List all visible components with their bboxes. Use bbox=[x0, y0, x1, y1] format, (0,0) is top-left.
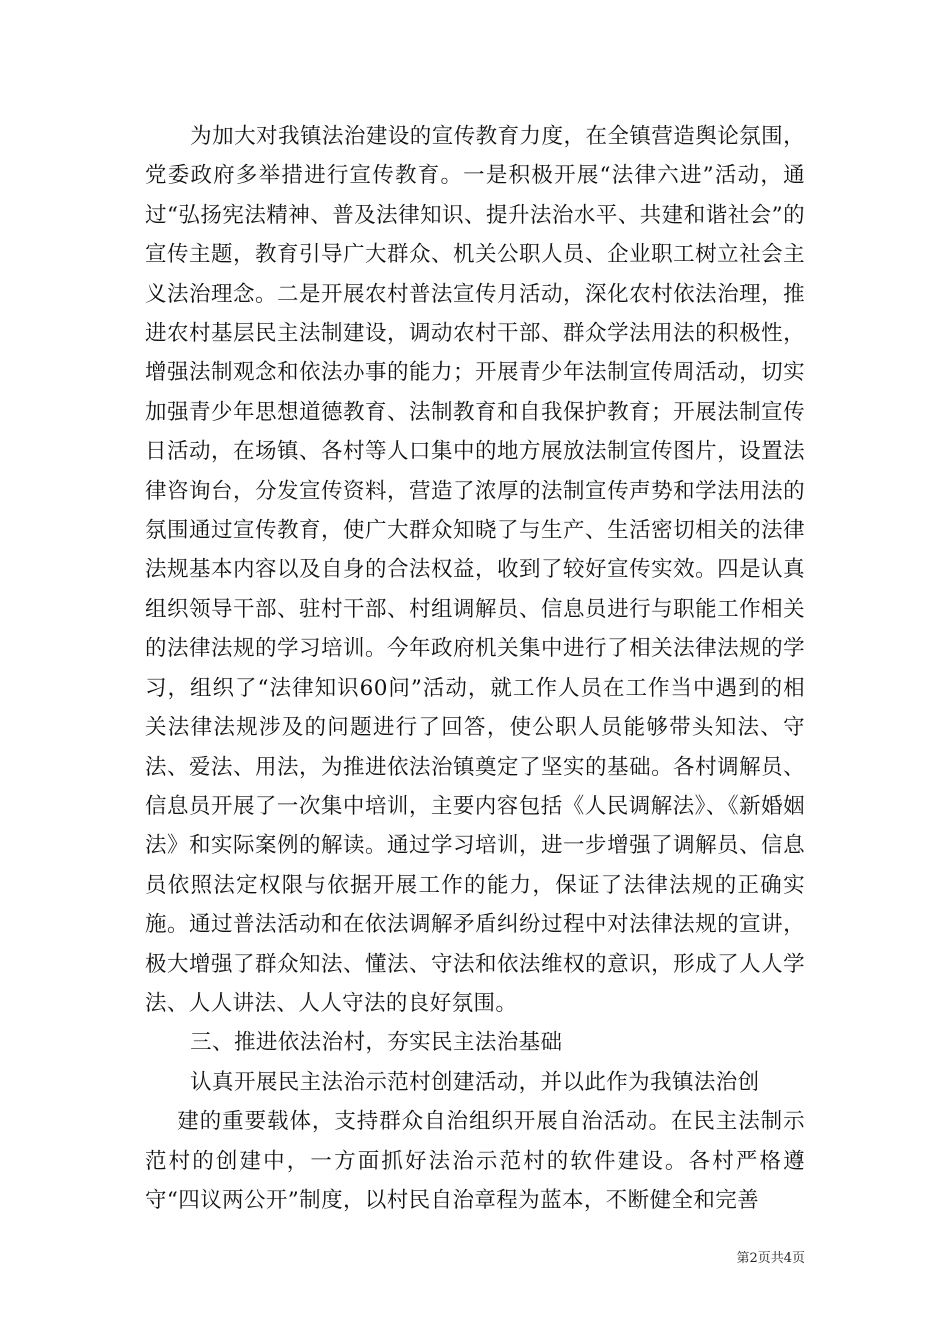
page-number: 第2页共4页 bbox=[736, 1251, 805, 1266]
paragraph-demo-village-body: 建的重要载体，支持群众自治组织开展自治活动。在民主法制示范村的创建中，一方面抓好法治示范村的软件建设。各村严格遵守“四议两公开”制度，以村民自治章程为蓝本，不断健全和完善 bbox=[145, 1109, 805, 1213]
paragraph-publicity-education: 为加大对我镇法治建设的宣传教育力度，在全镇营造舆论氛围，党委政府多举措进行宣传教育。一是积极开展“法律六进”活动，通过“弘扬宪法精神、普及法律知识、提升法治水平、共建和谐社会”的宣传主题，教育引导广大群众、机关公职人员、企业职工树立社会主义法治理念。二是开展农村普法宣传月活动，深化农村依法治理，推进农村基层民主法制建设，调动农村干部、群众学法用法的积极性，增强法制观念和依法办事的能力；开展青少年法制宣传周活动，切实加强青少年思想道德教育、法制教育和自我保护教育；开展法制宣传日活动，在场镇、各村等人口集中的地方展放法制宣传图片，设置法律咨询台，分发宣传资料，营造了浓厚的法制宣传声势和学法用法的氛围通过宣传教育，使广大群众知晓了与生产、生活密切相关的法律法规基本内容以及自身的合法权益，收到了较好宣传实效。四是认真组织领导干部、驻村干部、村组调解员、信息员进行与职能工作相关的法律法规的学习培训。今年政府机关集中进行了相关法律法规的学习，组织了“法律知识60问”活动，就工作人员在工作当中遇到的相关法律法规涉及的问题进行了回答，使公职人员能够带头知法、守法、爱法、用法，为推进依法治镇奠定了坚实的基础。各村调解员、信息员开展了一次集中培训，主要内容包括《人民调解法》、《新婚姻法》和实际案例的解读。通过学习培训，进一步增强了调解员、信息员依照法定权限与依据开展工作的能力，保证了法律法规的正确实施。通过普法活动和在依法调解矛盾纠纷过程中对法律法规的宣讲，极大增强了群众知法、懂法、守法和依法维权的意识，形成了人人学法、人人讲法、人人守法的良好氛围。 bbox=[145, 124, 805, 1016]
document-body bbox=[145, 117, 805, 1220]
paragraph-demo-village-intro: 认真开展民主法治示范村创建活动，并以此作为我镇法治创 bbox=[190, 1069, 760, 1095]
section-heading-three: 三、推进依法治村，夯实民主法治基础 bbox=[190, 1030, 563, 1056]
